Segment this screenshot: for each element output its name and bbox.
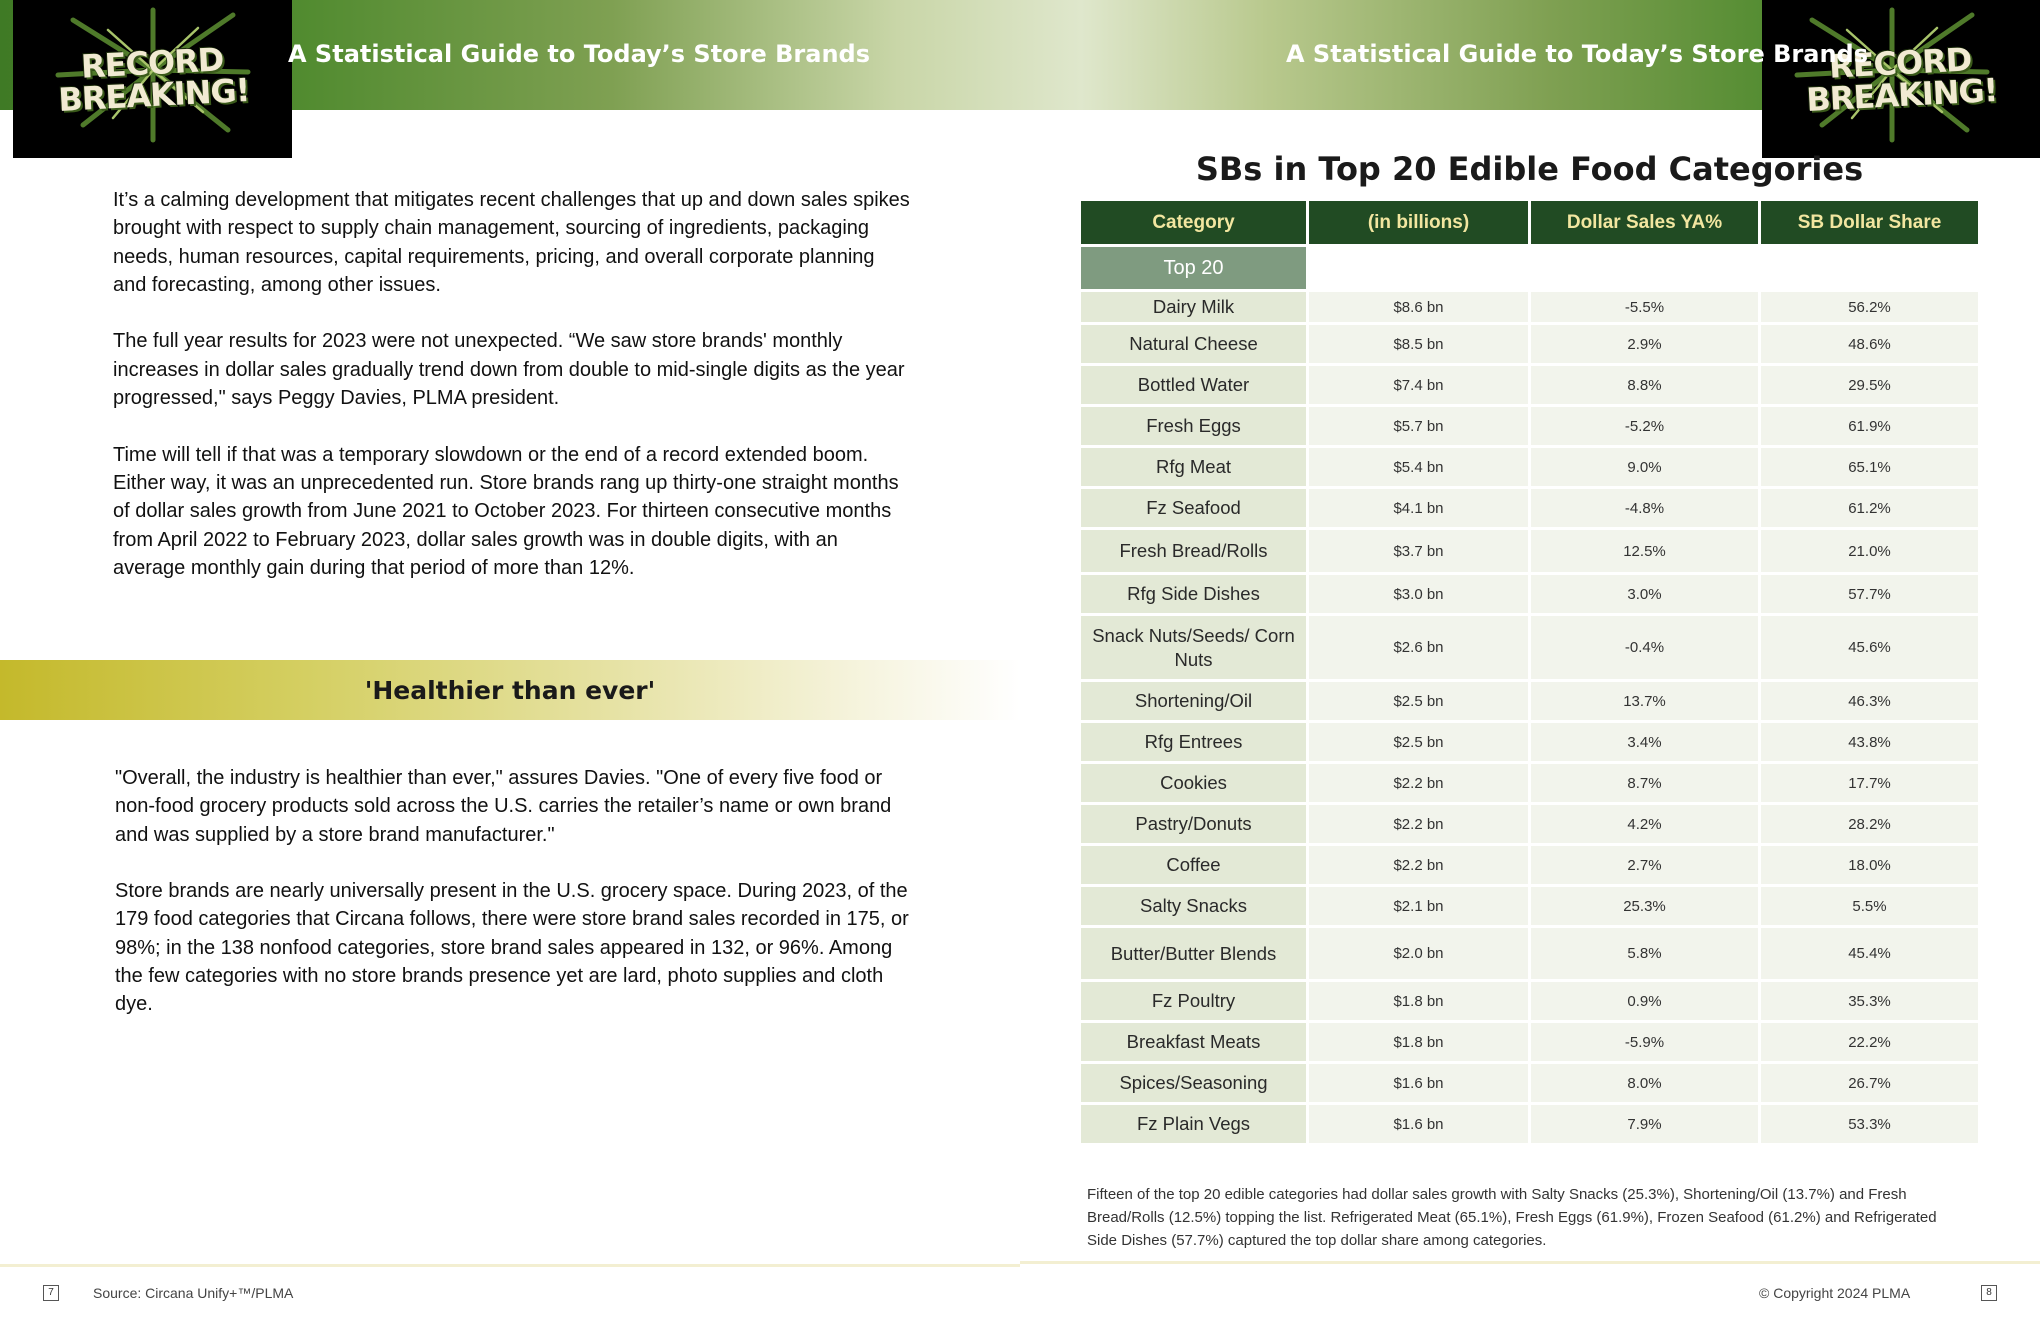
category-cell: Coffee [1081, 846, 1306, 884]
table-row [1081, 1023, 1978, 1061]
category-cell: Rfg Entrees [1081, 723, 1306, 761]
table-row [1081, 292, 1978, 322]
column-header-ya: Dollar Sales YA% [1531, 201, 1758, 244]
share-cell: 26.7% [1761, 1064, 1978, 1102]
ya-cell: 5.8% [1531, 928, 1758, 979]
paragraph: "Overall, the industry is healthier than ever," assures Davies. "One of every five food or non-food grocery products sold across the U.S. carries the retailer’s name or own brand and was supplied by a store brand manufacturer." [115, 767, 892, 846]
share-cell: 48.6% [1761, 325, 1978, 363]
record-breaking-logo [13, 0, 292, 158]
paragraph: It’s a calming development that mitigates recent challenges that up and down sales spikes brought with respect to supply chain management, sourcing of ingredients, packaging needs, human resources, capital requirements, pricing, and overall corporate planning and forecasting, among other issues. [113, 189, 910, 296]
table-row [1081, 366, 1978, 404]
table-header-row [1081, 201, 1978, 244]
category-cell: Salty Snacks [1081, 887, 1306, 925]
table-row [1081, 407, 1978, 445]
logo-text-right: RECORD BREAKING! [1805, 40, 1999, 119]
ya-cell: 4.2% [1531, 805, 1758, 843]
category-cell: Bottled Water [1081, 366, 1306, 404]
intro-paragraphs [113, 186, 913, 610]
table-row [1081, 723, 1978, 761]
share-cell: 57.7% [1761, 575, 1978, 613]
ya-cell: 12.5% [1531, 530, 1758, 572]
category-cell: Spices/Seasoning [1081, 1064, 1306, 1102]
table-body [1081, 292, 1978, 1143]
sales-cell: $2.2 bn [1309, 764, 1528, 802]
ya-cell: 3.0% [1531, 575, 1758, 613]
footer-rule [1020, 1261, 2040, 1264]
category-cell: Rfg Meat [1081, 448, 1306, 486]
table-title: SBs in Top 20 Edible Food Categories [1195, 150, 1864, 188]
ya-cell: 8.8% [1531, 366, 1758, 404]
sales-cell: $8.6 bn [1309, 292, 1528, 322]
share-cell: 61.2% [1761, 489, 1978, 527]
table-row [1081, 1105, 1978, 1143]
category-cell: Dairy Milk [1081, 292, 1306, 322]
paragraph: Time will tell if that was a temporary slowdown or the end of a record extended boom. Either way, it was an unprecedented run. Store brands rang up thirty-one straight months of dollar sales growth from June 2021 to October 2023. For thirteen consecutive months from April 2022 to February 2023, dollar sales growth was in double digits, with an average monthly gain during that period of more than 12%. [113, 443, 899, 579]
category-cell: Fz Seafood [1081, 489, 1306, 527]
paragraph: Store brands are nearly universally present in the U.S. grocery space. During 2023, of the 179 food categories that Circana follows, there were store brand sales recorded in 175, or 98%; in the 138 nonfood categories, store brand sales appeared in 132, or 96%. Among the few categories with no store brands presence yet are lard, photo supplies and cloth dye. [115, 880, 909, 1016]
category-cell: Breakfast Meats [1081, 1023, 1306, 1061]
sales-cell: $5.4 bn [1309, 448, 1528, 486]
share-cell: 65.1% [1761, 448, 1978, 486]
table-row [1081, 805, 1978, 843]
ya-cell: -4.8% [1531, 489, 1758, 527]
category-cell: Butter/Butter Blends [1081, 928, 1306, 979]
table-row [1081, 530, 1978, 572]
sales-cell: $2.1 bn [1309, 887, 1528, 925]
paragraph: The full year results for 2023 were not unexpected. “We saw store brands' monthly increases in dollar sales gradually trend down from double to mid-single digits as the year progressed," says Peggy Davies, PLMA president. [113, 330, 905, 410]
category-cell: Fz Poultry [1081, 982, 1306, 1020]
table-row [1081, 489, 1978, 527]
sales-cell: $2.2 bn [1309, 805, 1528, 843]
ya-cell: 2.7% [1531, 846, 1758, 884]
column-header-category: Category [1081, 201, 1306, 244]
table-row [1081, 616, 1978, 679]
ya-cell: 3.4% [1531, 723, 1758, 761]
logo-text: RECORD BREAKING! [56, 40, 250, 119]
share-cell: 46.3% [1761, 682, 1978, 720]
table-row [1081, 764, 1978, 802]
footer-rule [0, 1264, 1020, 1267]
share-cell: 61.9% [1761, 407, 1978, 445]
category-cell: Pastry/Donuts [1081, 805, 1306, 843]
page-number-right: 8 [1981, 1285, 1997, 1301]
category-cell: Shortening/Oil [1081, 682, 1306, 720]
column-header-sales: (in billions) [1309, 201, 1528, 244]
share-cell: 45.6% [1761, 616, 1978, 679]
ya-cell: -5.2% [1531, 407, 1758, 445]
table-row [1081, 982, 1978, 1020]
ya-cell: 25.3% [1531, 887, 1758, 925]
category-cell: Natural Cheese [1081, 325, 1306, 363]
table-row [1081, 325, 1978, 363]
category-cell: Rfg Side Dishes [1081, 575, 1306, 613]
ya-cell: 8.7% [1531, 764, 1758, 802]
ya-cell: 2.9% [1531, 325, 1758, 363]
sales-cell: $1.8 bn [1309, 982, 1528, 1020]
table-row [1081, 682, 1978, 720]
table-row [1081, 575, 1978, 613]
page-number-left: 7 [43, 1285, 59, 1301]
group-label: Top 20 [1081, 247, 1306, 289]
share-cell: 35.3% [1761, 982, 1978, 1020]
table-row [1081, 928, 1978, 979]
share-cell: 18.0% [1761, 846, 1978, 884]
sales-cell: $4.1 bn [1309, 489, 1528, 527]
ya-cell: 0.9% [1531, 982, 1758, 1020]
column-header-share: SB Dollar Share [1761, 201, 1978, 244]
sales-cell: $1.8 bn [1309, 1023, 1528, 1061]
share-cell: 22.2% [1761, 1023, 1978, 1061]
category-cell: Cookies [1081, 764, 1306, 802]
sales-cell: $2.5 bn [1309, 682, 1528, 720]
ya-cell: -5.9% [1531, 1023, 1758, 1061]
share-cell: 43.8% [1761, 723, 1978, 761]
share-cell: 5.5% [1761, 887, 1978, 925]
sales-cell: $3.0 bn [1309, 575, 1528, 613]
sales-cell: $1.6 bn [1309, 1064, 1528, 1102]
category-cell: Fresh Eggs [1081, 407, 1306, 445]
category-cell: Snack Nuts/Seeds/ Corn Nuts [1081, 616, 1306, 679]
section-heading: 'Healthier than ever' [364, 675, 656, 705]
ya-cell: 8.0% [1531, 1064, 1758, 1102]
table-row [1081, 887, 1978, 925]
header-title-right: A Statistical Guide to Today’s Store Brands [1286, 40, 1869, 68]
ya-cell: 7.9% [1531, 1105, 1758, 1143]
table-caption: Fifteen of the top 20 edible categories had dollar sales growth with Salty Snacks (25.3%), Shortening/Oil (13.7%) and Fresh Bread/Rolls (12.5%) topping the list. Refrigerated Meat (65.1%), Fresh Eggs (61.9%), Frozen Seafood (61.2%) and Refrigerated Side Dishes (57.7%) captured the top dollar share among categories. [1087, 1186, 1937, 1249]
share-cell: 56.2% [1761, 292, 1978, 322]
share-cell: 17.7% [1761, 764, 1978, 802]
section-heading-band [0, 660, 1020, 720]
header-title-left: A Statistical Guide to Today’s Store Brands [288, 40, 871, 68]
share-cell: 53.3% [1761, 1105, 1978, 1143]
ya-cell: 9.0% [1531, 448, 1758, 486]
sales-cell: $2.2 bn [1309, 846, 1528, 884]
table-group-row [1081, 247, 1978, 289]
share-cell: 29.5% [1761, 366, 1978, 404]
ya-cell: 13.7% [1531, 682, 1758, 720]
sales-cell: $2.0 bn [1309, 928, 1528, 979]
table-row [1081, 846, 1978, 884]
category-cell: Fz Plain Vegs [1081, 1105, 1306, 1143]
table-row [1081, 448, 1978, 486]
share-cell: 28.2% [1761, 805, 1978, 843]
ya-cell: -0.4% [1531, 616, 1758, 679]
record-breaking-logo-right [1762, 0, 2040, 158]
sales-cell: $8.5 bn [1309, 325, 1528, 363]
healthier-paragraphs [115, 764, 915, 1047]
sales-cell: $2.5 bn [1309, 723, 1528, 761]
sales-cell: $3.7 bn [1309, 530, 1528, 572]
sales-cell: $2.6 bn [1309, 616, 1528, 679]
table-row [1081, 1064, 1978, 1102]
share-cell: 45.4% [1761, 928, 1978, 979]
ya-cell: -5.5% [1531, 292, 1758, 322]
source-note: Source: Circana Unify+™/PLMA [93, 1285, 294, 1301]
share-cell: 21.0% [1761, 530, 1978, 572]
top-20-categories-table [1081, 201, 1978, 1146]
category-cell: Fresh Bread/Rolls [1081, 530, 1306, 572]
copyright-note: © Copyright 2024 PLMA [1759, 1285, 1911, 1301]
sales-cell: $1.6 bn [1309, 1105, 1528, 1143]
sales-cell: $5.7 bn [1309, 407, 1528, 445]
sales-cell: $7.4 bn [1309, 366, 1528, 404]
